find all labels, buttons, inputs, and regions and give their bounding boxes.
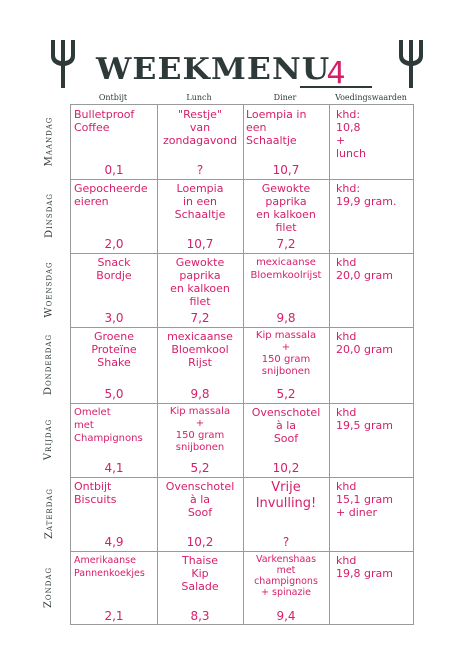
meal-text: "Restje" van zondagavond bbox=[162, 108, 238, 147]
cell-zondag-diner bbox=[243, 551, 329, 625]
nutrition-text: khd 20,0 gram bbox=[336, 330, 393, 356]
cell-vrijdag-diner bbox=[243, 403, 329, 477]
day-label-zondag: Zondag bbox=[43, 566, 55, 609]
cell-vrijdag-voedingswaarden bbox=[329, 403, 415, 477]
carb-value: ? bbox=[196, 163, 204, 177]
fork-icon bbox=[48, 40, 78, 88]
day-label-vrijdag: Vrijdag bbox=[43, 418, 55, 460]
meal-text: Amerikaanse Pannenkoekjes bbox=[74, 555, 145, 579]
carb-value: 7,2 bbox=[276, 237, 296, 251]
week-number: 4 bbox=[326, 56, 346, 91]
meal-text: Gewokte paprika en kalkoen filet bbox=[170, 256, 230, 308]
nutrition-text: khd 19,5 gram bbox=[336, 406, 393, 432]
meal-text: Gewokte paprika en kalkoen filet bbox=[256, 182, 316, 234]
nutrition-text: khd 20,0 gram bbox=[336, 256, 393, 282]
meal-text: Bulletproof Coffee bbox=[74, 108, 135, 134]
nutrition-text: khd: 10,8 + lunch bbox=[336, 108, 367, 160]
carb-value: 4,1 bbox=[104, 461, 124, 475]
meal-text: Thaise Kip Salade bbox=[181, 554, 219, 593]
cell-vrijdag-ontbijt bbox=[71, 403, 157, 477]
day-label-woensdag: Woensdag bbox=[43, 260, 55, 318]
cell-woensdag-lunch bbox=[157, 253, 243, 327]
meal-text: Ovenschotel à la Soof bbox=[251, 406, 321, 445]
carb-value: ? bbox=[282, 535, 290, 549]
carb-value: 10,7 bbox=[186, 237, 214, 251]
fork-icon bbox=[396, 40, 426, 88]
cell-woensdag-voedingswaarden bbox=[329, 253, 415, 327]
meal-text: mexicaanse Bloemkool Rijst bbox=[167, 330, 233, 369]
carb-value: 3,0 bbox=[104, 311, 124, 325]
column-header-voedingswaarden: Voedingswaarden bbox=[335, 93, 407, 102]
column-header-lunch: Lunch bbox=[186, 93, 212, 102]
carb-value: 10,2 bbox=[186, 535, 214, 549]
meal-text: Ontbijt Biscuits bbox=[74, 480, 117, 506]
cell-zondag-voedingswaarden bbox=[329, 551, 415, 625]
carb-value: 8,3 bbox=[190, 609, 210, 623]
meal-text: Ovenschotel à la Soof bbox=[165, 480, 235, 519]
cell-zondag-ontbijt bbox=[71, 551, 157, 625]
carb-value: 2,1 bbox=[104, 609, 124, 623]
meal-text: Omelet met Champignons bbox=[74, 407, 143, 444]
carb-value: 9,8 bbox=[190, 387, 210, 401]
meal-text: Groene Proteïne Shake bbox=[91, 330, 137, 369]
day-label-maandag: Maandag bbox=[43, 116, 55, 166]
cell-maandag-lunch bbox=[157, 105, 243, 179]
cell-dinsdag-voedingswaarden bbox=[329, 179, 415, 253]
meal-text: mexicaanse Bloemkoolrijst bbox=[250, 257, 322, 281]
cell-woensdag-ontbijt bbox=[71, 253, 157, 327]
cell-dinsdag-lunch bbox=[157, 179, 243, 253]
cell-maandag-ontbijt bbox=[71, 105, 157, 179]
nutrition-text: khd 15,1 gram + diner bbox=[336, 480, 393, 519]
page-title: WEEKMENU bbox=[96, 52, 331, 87]
meal-text: Snack Bordje bbox=[96, 256, 132, 282]
cell-donderdag-ontbijt bbox=[71, 327, 157, 403]
cell-zaterdag-lunch bbox=[157, 477, 243, 551]
day-label-zaterdag: Zaterdag bbox=[43, 487, 55, 539]
meal-text: Kip massala + 150 gram snijbonen bbox=[169, 406, 231, 453]
cell-dinsdag-diner bbox=[243, 179, 329, 253]
cell-donderdag-lunch bbox=[157, 327, 243, 403]
cell-donderdag-voedingswaarden bbox=[329, 327, 415, 403]
carb-value: 5,2 bbox=[190, 461, 210, 475]
nutrition-text: khd 19,8 gram bbox=[336, 554, 393, 580]
meal-text: Varkenshaas met champignons + spinazie bbox=[254, 554, 318, 598]
carb-value: 0,1 bbox=[104, 163, 124, 177]
carb-value: 4,9 bbox=[104, 535, 124, 549]
carb-value: 9,8 bbox=[276, 311, 296, 325]
cell-dinsdag-ontbijt bbox=[71, 179, 157, 253]
week-number-line bbox=[300, 86, 372, 88]
meal-text: Vrije Invulling! bbox=[255, 480, 317, 511]
cell-zaterdag-diner bbox=[243, 477, 329, 551]
meal-text: Gepocheerde eieren bbox=[74, 182, 148, 208]
day-label-dinsdag: Dinsdag bbox=[43, 192, 55, 238]
carb-value: 10,2 bbox=[272, 461, 300, 475]
day-label-donderdag: Donderdag bbox=[43, 333, 55, 395]
meal-text: Kip massala + 150 gram snijbonen bbox=[255, 330, 317, 377]
cell-maandag-diner bbox=[243, 105, 329, 179]
meal-text: Loempia in een Schaaltje bbox=[174, 182, 226, 221]
carb-value: 10,7 bbox=[272, 163, 300, 177]
carb-value: 9,4 bbox=[276, 609, 296, 623]
carb-value: 5,0 bbox=[104, 387, 124, 401]
cell-zaterdag-ontbijt bbox=[71, 477, 157, 551]
column-header-ontbijt: Ontbijt bbox=[98, 93, 128, 102]
column-header-diner: Diner bbox=[273, 93, 297, 102]
carb-value: 7,2 bbox=[190, 311, 210, 325]
meal-text: Loempia in een Schaaltje bbox=[246, 108, 307, 147]
cell-woensdag-diner bbox=[243, 253, 329, 327]
cell-vrijdag-lunch bbox=[157, 403, 243, 477]
nutrition-text: khd: 19,9 gram. bbox=[336, 182, 397, 208]
cell-zaterdag-voedingswaarden bbox=[329, 477, 415, 551]
carb-value: 5,2 bbox=[276, 387, 296, 401]
cell-maandag-voedingswaarden bbox=[329, 105, 415, 179]
carb-value: 2,0 bbox=[104, 237, 124, 251]
cell-zondag-lunch bbox=[157, 551, 243, 625]
cell-donderdag-diner bbox=[243, 327, 329, 403]
